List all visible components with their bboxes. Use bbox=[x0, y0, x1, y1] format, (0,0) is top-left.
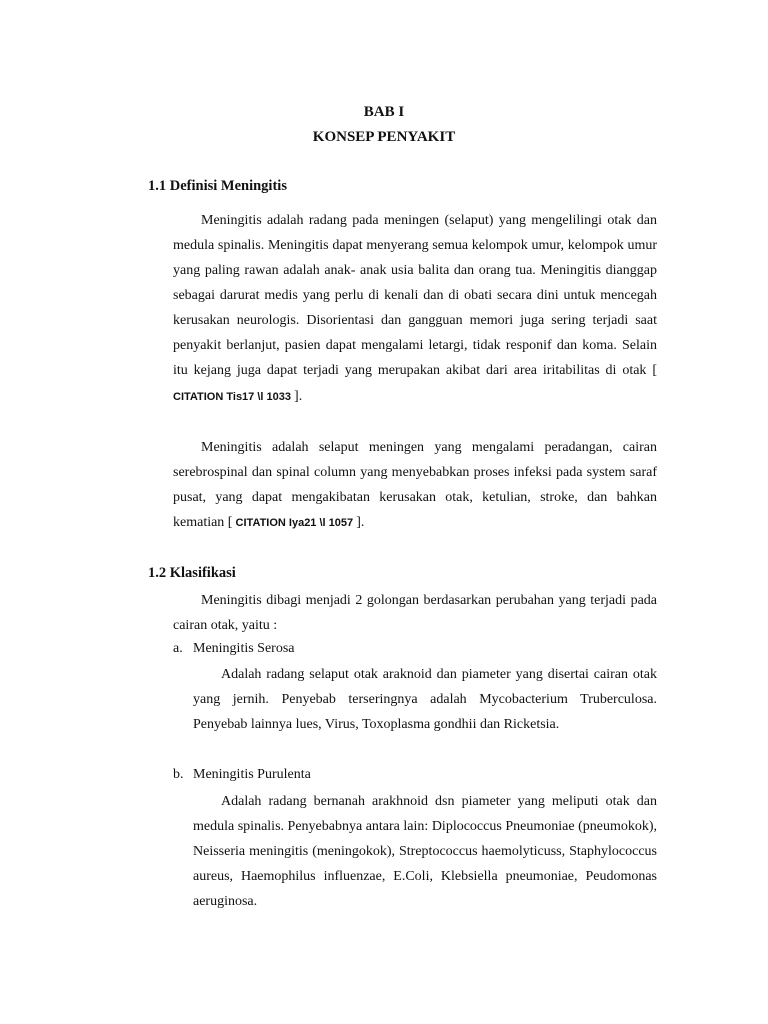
paragraph-definisi-1 bbox=[173, 208, 657, 410]
list-marker-a: a. bbox=[173, 641, 183, 656]
list-title-serosa: Meningitis Serosa bbox=[193, 641, 295, 656]
paragraph-text: Meningitis adalah radang pada meningen (selaput) yang mengelilingi otak dan medula spinalis. Meningitis dapat menyerang semua kelompok umur, kelompok umur yang paling rawan adalah anak- anak usia balita dan orang tua. Meningitis dianggap sebagai darurat medis yang perlu di kenali dan di obati secara dini untuk mencegah kerusakan neurologis. Disorientasi dan gangguan memori juga sering terjadi saat penyakit berlanjut, pasien dapat mengalami letargi, tidak responif dan koma. Selain itu kejang juga dapat terjadi yang merupakan akibat dari area iritabilitas di otak [ bbox=[173, 213, 657, 378]
paragraph-klasifikasi-intro bbox=[173, 588, 657, 638]
paragraph-end: ]. bbox=[294, 389, 303, 404]
chapter-title: KONSEP PENYAKIT bbox=[312, 129, 456, 145]
citation-field: CITATION Iya21 \l 1057 bbox=[232, 517, 357, 529]
chapter-number: BAB I bbox=[363, 104, 405, 120]
section-heading-klasifikasi: 1.2 Klasifikasi bbox=[148, 565, 236, 581]
paragraph-definisi-2 bbox=[173, 435, 657, 536]
paragraph-text: Adalah radang selaput otak araknoid dan piameter yang disertai cairan otak yang jernih. Penyebab terseringnya adalah Mycobacterium Truberculosa. Penyebab lainnya lues, Virus, Toxoplasma gondhii dan Ricketsia. bbox=[193, 667, 657, 732]
list-body-purulenta bbox=[193, 789, 657, 914]
paragraph-text: Meningitis adalah selaput meningen yang mengalami peradangan, cairan serebrospinal dan spinal column yang menyebabkan proses infeksi pada system saraf pusat, yang dapat mengakibatan kerusakan otak, ketulian, stroke, dan bahkan kematian [ bbox=[173, 440, 657, 530]
section-heading-definisi: 1.1 Definisi Meningitis bbox=[148, 178, 287, 194]
paragraph-text: Meningitis dibagi menjadi 2 golongan berdasarkan perubahan yang terjadi pada cairan otak, yaitu : bbox=[173, 593, 657, 633]
paragraph-end: ]. bbox=[356, 515, 365, 530]
list-body-serosa bbox=[193, 662, 657, 737]
list-title-purulenta: Meningitis Purulenta bbox=[193, 767, 311, 782]
paragraph-text: Adalah radang bernanah arakhnoid dsn piameter yang meliputi otak dan medula spinalis. Penyebabnya antara lain: Diplococcus Pneumoniae (pneumokok), Neisseria meningitis (meningokok), Streptococcus haemolyticuss, Staphylococcus aureus, Haemophilus influenzae, E.Coli, Klebsiella pneumoniae, Peudomonas aeruginosa. bbox=[193, 794, 657, 909]
citation-field: CITATION Tis17 \l 1033 bbox=[173, 391, 295, 403]
list-marker-b: b. bbox=[173, 767, 184, 782]
